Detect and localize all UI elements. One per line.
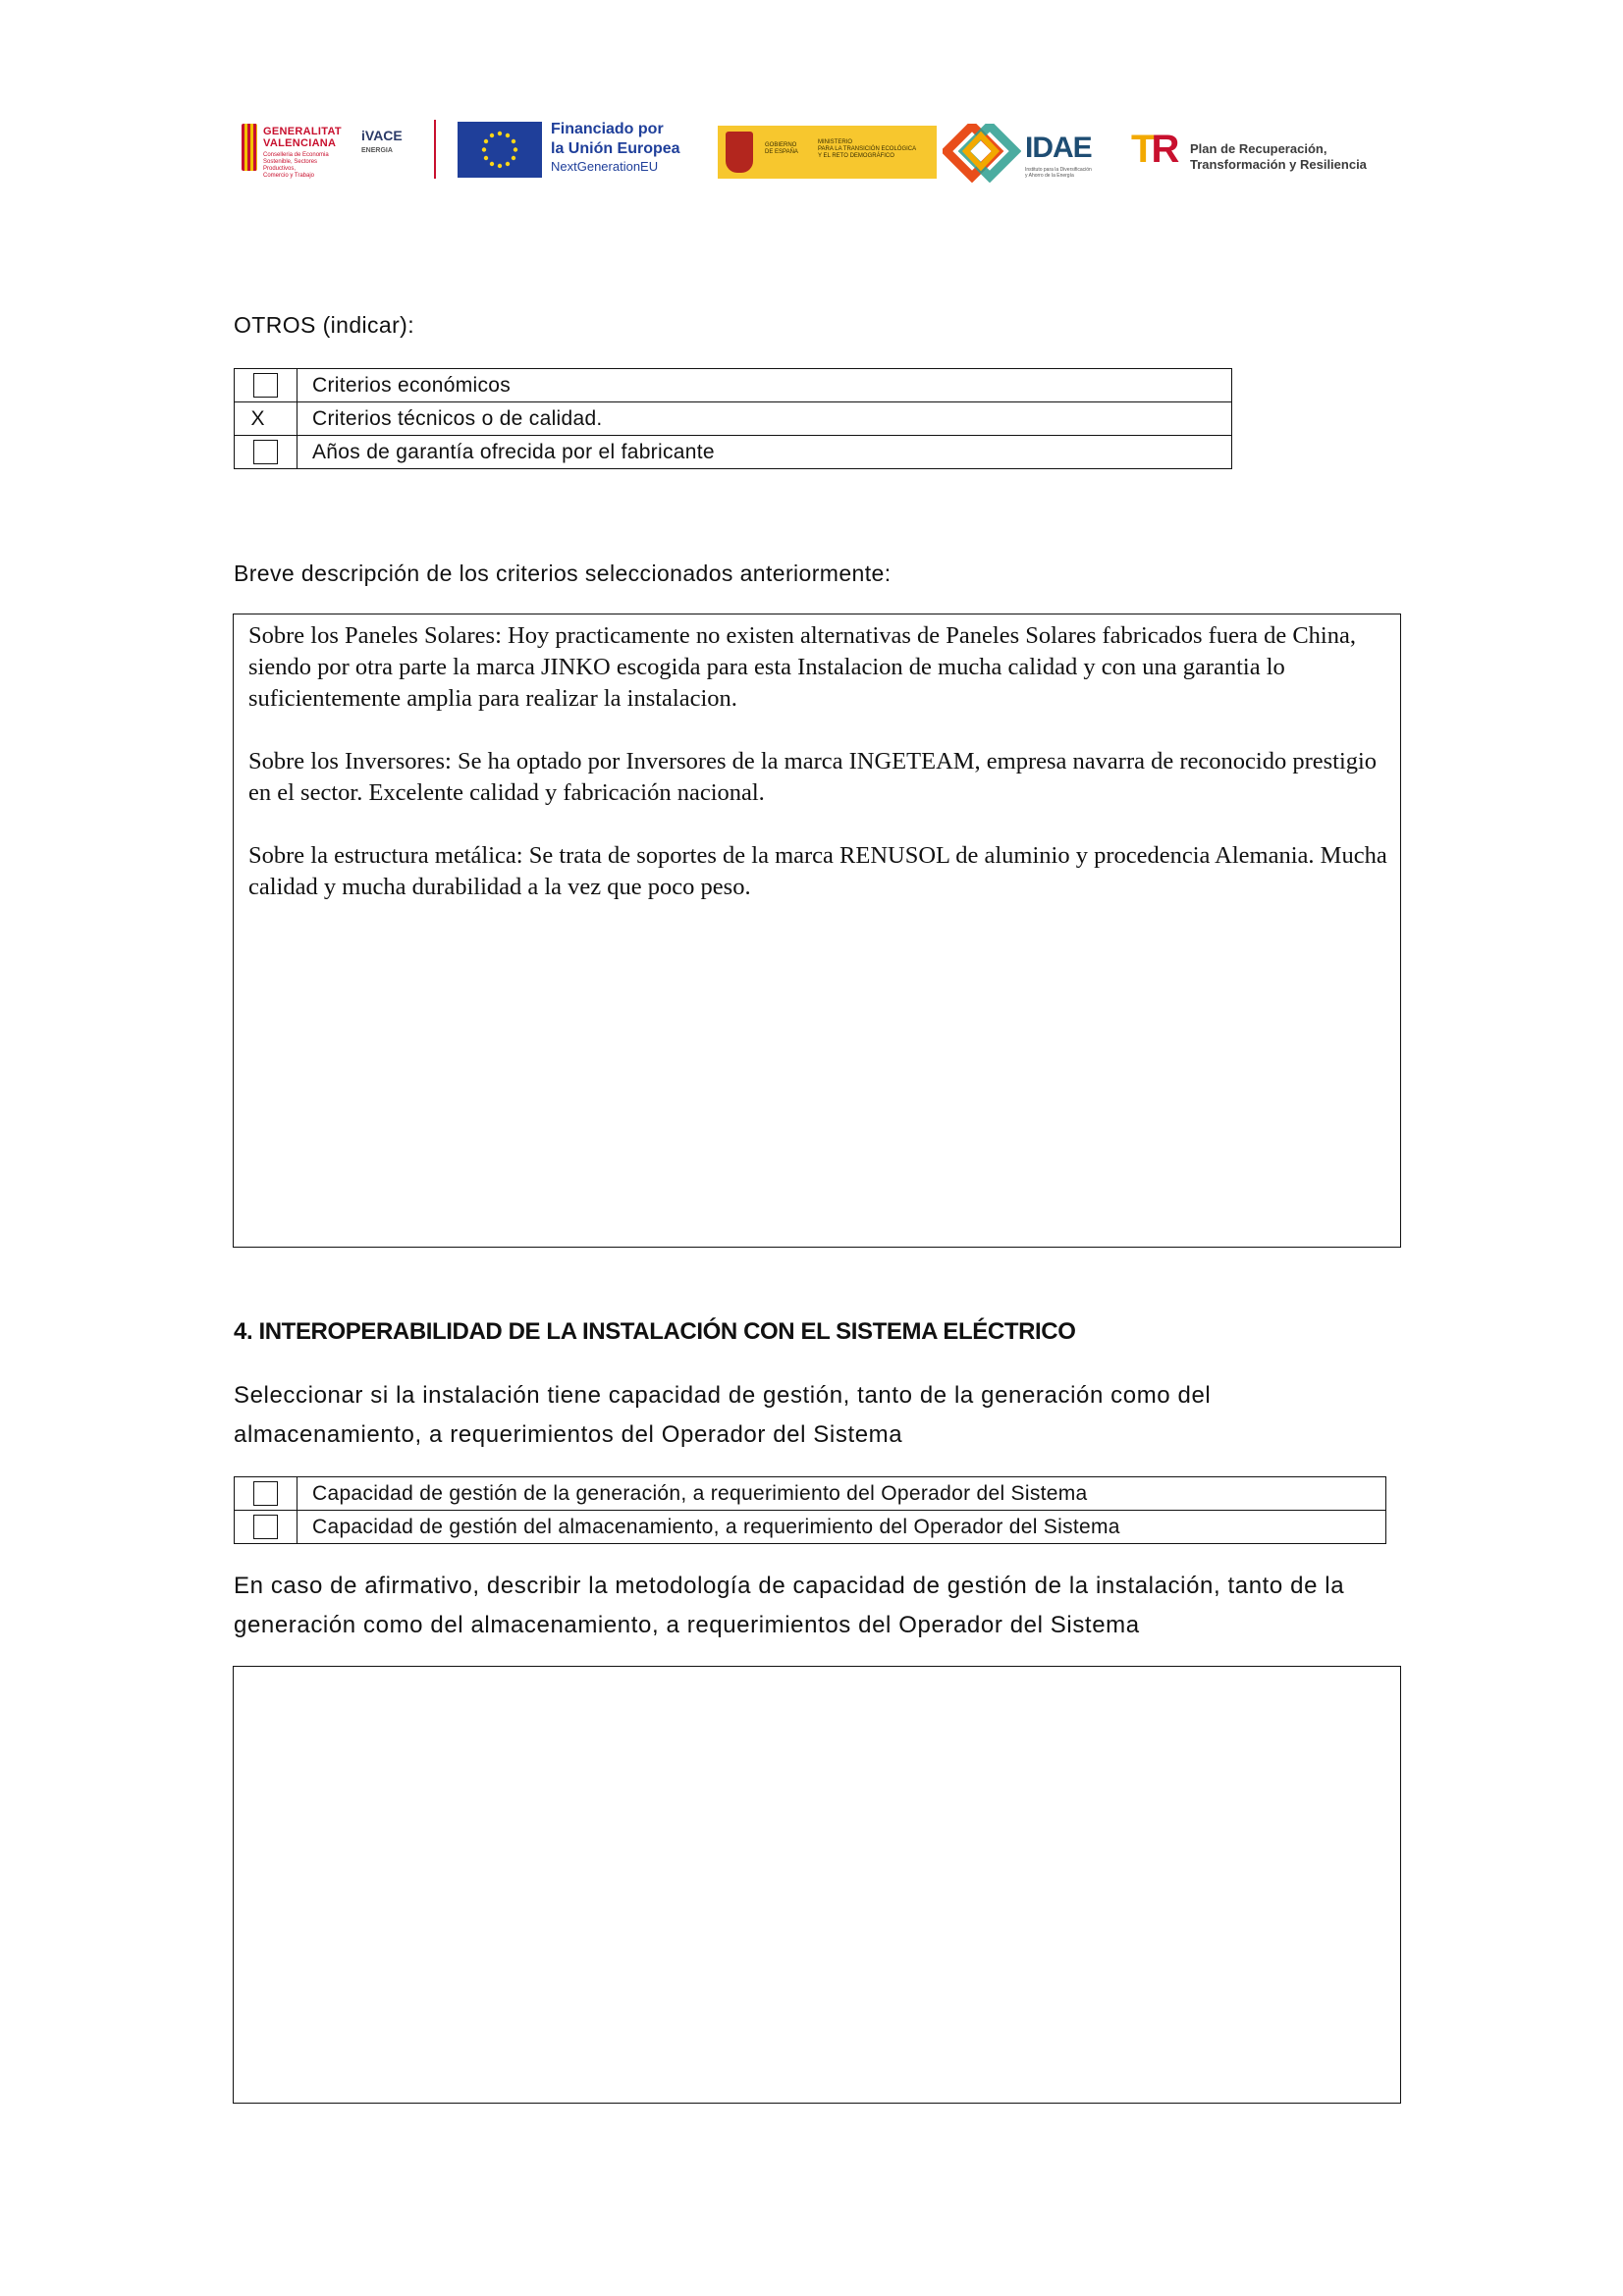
gob-right1: MINISTERIO: [818, 139, 853, 145]
checkbox-gestion-almacenamiento[interactable]: [253, 1515, 278, 1539]
idae-sub1: Instituto para la Diversificación: [1025, 167, 1092, 173]
eu-line2: la Unión Europea: [551, 140, 680, 157]
idae-sub2: y Ahorro de la Energía: [1025, 173, 1074, 179]
criteria-checkbox-cell: [235, 402, 298, 436]
criteria-label: Años de garantía ofrecida por el fabricante: [298, 436, 1232, 469]
criteria-checkbox-cell: [235, 436, 298, 469]
capacidad-row: [235, 1511, 1386, 1544]
criteria-label: Criterios económicos: [298, 369, 1232, 402]
capacidad-checkbox-cell: [235, 1511, 298, 1544]
gob-right3: Y EL RETO DEMOGRÁFICO: [818, 153, 894, 159]
otros-criteria-table: [234, 368, 1232, 469]
senyera-icon: [242, 124, 257, 171]
gobierno-espana-logo: [718, 118, 937, 188]
capacidad-label: Capacidad de gestión de la generación, a requerimiento del Operador del Sistema: [298, 1477, 1386, 1511]
ivace-name: iVACE: [361, 128, 403, 143]
descripcion-paragraph-estructura: Sobre la estructura metálica: Se trata de soportes de la marca RENUSOL de aluminio y procedencia Alemania. Mucha calidad y mucha durabilidad a la vez que poco peso.: [248, 842, 1387, 900]
logo-divider: [434, 120, 436, 179]
eu-flag-icon: [458, 122, 542, 178]
gva-sub3: Comercio y Trabajo: [263, 173, 315, 179]
plan-line2: Transformación y Resiliencia: [1190, 157, 1367, 172]
gob-left2: DE ESPAÑA: [765, 149, 798, 155]
descripcion-textarea[interactable]: [233, 614, 1401, 1248]
criteria-row: [235, 402, 1232, 436]
idae-name: IDAE: [1025, 132, 1092, 164]
capacidad-row: [235, 1477, 1386, 1511]
gva-sub2: Sostenible, Sectores Productivos,: [263, 159, 318, 172]
plan-line1: Plan de Recuperación,: [1190, 141, 1327, 156]
idae-emblem-icon: [943, 124, 1021, 183]
eu-funding-logo: [458, 118, 703, 188]
gob-right2: PARA LA TRANSICIÓN ECOLÓGICA: [818, 146, 917, 152]
descripcion-paragraph-inversores: Sobre los Inversores: Se ha optado por Inversores de la marca INGETEAM, empresa navarra de reconocido prestigio en el sector. Excelente calidad y fabricación nacional.: [248, 748, 1378, 806]
capacidad-checkbox-cell: [235, 1477, 298, 1511]
generalitat-valenciana-logo: [242, 118, 350, 188]
capacidad-label: Capacidad de gestión del almacenamiento, a requerimiento del Operador del Sistema: [298, 1511, 1386, 1544]
metodologia-textarea[interactable]: [233, 1666, 1401, 2104]
tr-emblem-icon: TR: [1131, 128, 1176, 171]
idae-logo: [943, 118, 1119, 188]
descripcion-label: Breve descripción de los criterios seleccionados anteriormente:: [234, 561, 892, 586]
section-4-title: 4. INTEROPERABILIDAD DE LA INSTALACIÓN CON EL SISTEMA ELÉCTRICO: [234, 1318, 1076, 1345]
section-4-intro: Seleccionar si la instalación tiene capacidad de gestión, tanto de la generación como del almacenamiento, a requerimientos del Operador del Sistema: [234, 1382, 1212, 1448]
criteria-row: [235, 436, 1232, 469]
criteria-checkbox-cell: [235, 369, 298, 402]
ivace-sub: ENERGIA: [361, 147, 393, 154]
coat-of-arms-icon: [726, 132, 753, 173]
checkbox-garantia[interactable]: [253, 440, 278, 464]
capacidad-gestion-table: [234, 1476, 1386, 1544]
checkbox-economicos[interactable]: [253, 373, 278, 398]
afirmativo-instructions: En caso de afirmativo, describir la metodología de capacidad de gestión de la instalación, tanto de la generación como del almacenamiento, a requerimientos del Operador del Sistema: [234, 1573, 1345, 1638]
checkbox-gestion-generacion[interactable]: [253, 1481, 278, 1506]
gva-line2: VALENCIANA: [263, 137, 337, 149]
otros-label: OTROS (indicar):: [234, 312, 415, 338]
criteria-row: [235, 369, 1232, 402]
plan-recuperacion-logo: [1131, 118, 1400, 188]
gva-line1: GENERALITAT: [263, 126, 342, 137]
descripcion-paragraph-paneles: Sobre los Paneles Solares: Hoy practicamente no existen alternativas de Paneles Solares fabricados fuera de China, siendo por otra parte la marca JINKO escogida para esta Instalacion de mucha calidad y con una garantia lo suficientemente amplia para realizar la instalacion.: [248, 622, 1356, 712]
gob-left1: GOBIERNO: [765, 142, 797, 148]
eu-line1: Financiado por: [551, 121, 664, 137]
eu-line3: NextGenerationEU: [551, 159, 659, 174]
gva-sub1: Conselleria de Economia: [263, 152, 329, 158]
criteria-label: Criterios técnicos o de calidad.: [298, 402, 1232, 436]
ivace-logo: [361, 118, 430, 188]
checkbox-tecnicos[interactable]: X: [250, 406, 265, 430]
logo-header: [242, 118, 1400, 188]
